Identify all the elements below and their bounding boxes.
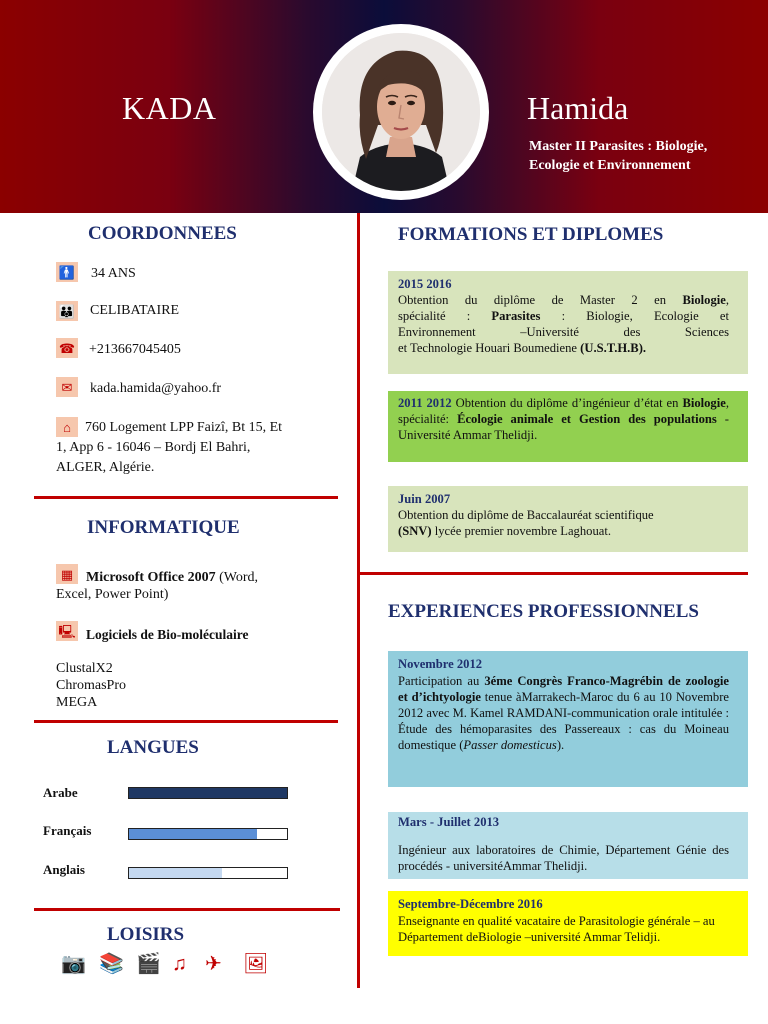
family-icon: 👪 bbox=[56, 301, 78, 321]
person-icon: 🚹 bbox=[56, 262, 78, 282]
experience-text: Enseignante en qualité vacataire de Parasitologie générale – au Département deBiologie –université Ammar Telidji. bbox=[398, 914, 715, 944]
camera-icon: 📷 bbox=[61, 953, 86, 975]
tool-item: ClustalX2 bbox=[56, 661, 113, 676]
language-label: Français bbox=[43, 823, 92, 838]
job-title bbox=[529, 137, 759, 175]
books-icon: 📚 bbox=[99, 953, 124, 975]
office-skill bbox=[56, 569, 326, 603]
language-level-bar bbox=[128, 828, 288, 840]
office-skill-detail: (Word, bbox=[215, 570, 259, 585]
airplane-icon: ✈ bbox=[205, 953, 222, 975]
experience-text: Participation au bbox=[398, 674, 485, 688]
formation-text: Obtention du diplôme d’ingénieur d’état en bbox=[451, 396, 683, 410]
language-level-bar bbox=[128, 867, 288, 879]
formation-date: 2015 2016 bbox=[398, 277, 452, 291]
section-title-coordonnees: COORDONNEES bbox=[88, 223, 237, 244]
section-title-loisirs: LOISIRS bbox=[107, 924, 185, 945]
language-level-fill bbox=[129, 868, 222, 878]
language-label: Arabe bbox=[43, 785, 78, 800]
office-skill-name: Microsoft Office 2007 bbox=[86, 570, 216, 585]
music-icon: ♫ bbox=[172, 953, 187, 975]
formation-text-line: et Technologie Houari Boumediene (U.S.T.H.B). bbox=[398, 341, 647, 355]
formation-date: Juin 2007 bbox=[398, 492, 451, 506]
formation-entry: 2011 2012 Obtention du diplôme d’ingénieur d’état en Biologie, spécialité: Écologie animale et Gestion des populations -Université Ammar Thelidji. bbox=[388, 391, 748, 462]
formation-entry bbox=[388, 486, 748, 552]
tool-item: ChromasPro bbox=[56, 678, 126, 693]
formation-text-line: Obtention du diplôme de Master 2 en Biologie, bbox=[398, 293, 729, 307]
section-title-langues: LANGUES bbox=[107, 737, 199, 758]
email-link[interactable]: kada.hamida@yahoo.fr bbox=[90, 381, 222, 396]
age-text: 34 ANS bbox=[91, 266, 136, 281]
section-divider bbox=[34, 720, 338, 723]
column-divider bbox=[357, 213, 360, 988]
formation-date: 2011 2012 bbox=[398, 396, 452, 410]
experience-entry bbox=[388, 891, 748, 956]
section-divider bbox=[34, 908, 340, 911]
address-line: ALGER, Algérie. bbox=[56, 460, 155, 475]
computer-icon: 🖳 bbox=[56, 621, 78, 641]
experience-date: Septembre-Décembre 2016 bbox=[398, 897, 543, 911]
section-divider bbox=[360, 572, 748, 575]
marital-status-text: CELIBATAIRE bbox=[90, 303, 180, 318]
section-title-experiences: EXPERIENCES PROFESSIONNELS bbox=[388, 601, 699, 622]
section-title-formations: FORMATIONS ET DIPLOMES bbox=[398, 224, 664, 245]
formation-text-line: spécialité : Parasites : Biologie, Ecologie et bbox=[398, 309, 729, 323]
tool-item: MEGA bbox=[56, 695, 98, 710]
address-text bbox=[56, 418, 346, 478]
film-icon: 🎬 bbox=[136, 953, 161, 975]
office-skill-detail: Excel, Power Point) bbox=[56, 587, 169, 602]
last-name: Hamida bbox=[527, 90, 629, 126]
section-divider bbox=[34, 496, 338, 499]
profile-photo bbox=[322, 33, 480, 191]
painting-icon: 🖼 bbox=[243, 953, 269, 975]
job-title-line: Master II Parasites : Biologie, bbox=[529, 139, 708, 154]
bio-software-title: Logiciels de Bio-moléculaire bbox=[86, 627, 249, 642]
language-level-bar bbox=[128, 787, 288, 799]
experience-date: Mars - Juillet 2013 bbox=[398, 815, 500, 829]
window-icon: ▦ bbox=[56, 564, 78, 584]
experience-entry: Novembre 2012 Participation au 3éme Congrès Franco-Magrébin de zoologie et d’ichtyologie tenue àMarrakech-Maroc du 6 au 10 Novembre 2012 avec M. Kamel RAMDANI-communication orale intitulée : Étude des hémoparasites des Passereaux : cas du Moineau domestique (Passer domesticus). bbox=[388, 651, 748, 787]
formation-text-line: Environnement –Université des Sciences bbox=[398, 325, 729, 339]
address-line: 760 Logement LPP Faizî, Bt 15, Et bbox=[85, 420, 283, 435]
envelope-icon: ✉ bbox=[56, 377, 78, 397]
formation-text-line: Obtention du diplôme de Baccalauréat scientifique bbox=[398, 508, 654, 522]
job-title-line: Ecologie et Environnement bbox=[529, 158, 691, 173]
language-level-fill bbox=[129, 788, 287, 798]
experience-entry bbox=[388, 812, 748, 879]
language-level-fill bbox=[129, 829, 257, 839]
language-label: Anglais bbox=[43, 862, 85, 877]
portrait-image bbox=[322, 33, 480, 191]
address-line: 1, App 6 - 16046 – Bordj El Bahri, bbox=[56, 440, 251, 455]
first-name: KADA bbox=[122, 90, 217, 126]
formation-entry bbox=[388, 271, 748, 374]
formation-text-line: (SNV) lycée premier novembre Laghouat. bbox=[398, 524, 611, 538]
house-icon: ⌂ bbox=[56, 417, 78, 437]
phone-icon: ☎ bbox=[56, 338, 78, 358]
experience-date: Novembre 2012 bbox=[398, 657, 483, 671]
section-title-informatique: INFORMATIQUE bbox=[87, 517, 240, 538]
phone-text: +213667045405 bbox=[89, 342, 181, 357]
experience-text: Ingénieur aux laboratoires de Chimie, Département Génie des procédés - universitéAmmar Thelidji. bbox=[398, 843, 729, 873]
tools-list bbox=[56, 660, 126, 711]
